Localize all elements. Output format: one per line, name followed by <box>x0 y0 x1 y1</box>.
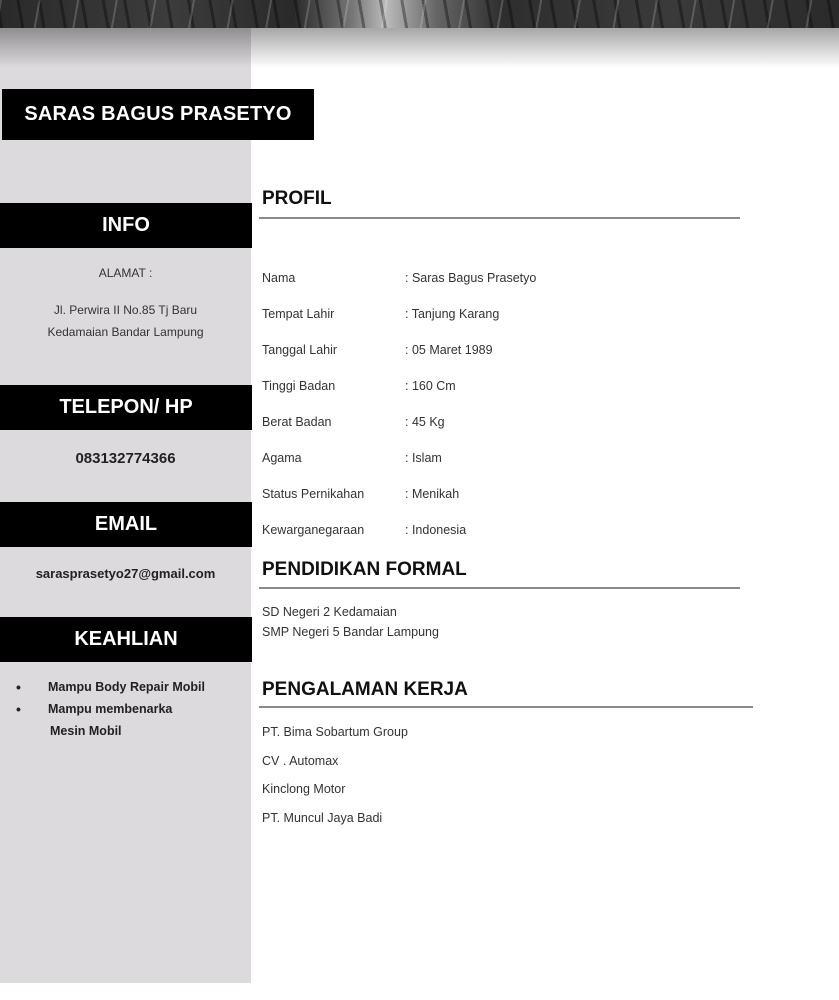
profile-value: : Islam <box>405 451 442 465</box>
phone-number: 083132774366 <box>75 450 176 467</box>
profile-label: Agama <box>262 451 302 465</box>
email-heading <box>0 502 252 547</box>
profile-row-birthdate <box>262 343 493 357</box>
education-item: SMP Negeri 5 Bandar Lampung <box>262 625 439 639</box>
profile-label: Tanggal Lahir <box>262 343 338 357</box>
info-heading <box>0 203 252 248</box>
address-line-1: Jl. Perwira II No.85 Tj Baru <box>53 303 198 317</box>
profile-label: Berat Badan <box>262 415 332 429</box>
address-line-2: Kedamaian Bandar Lampung <box>47 325 204 339</box>
skill-text: Mampu membenarka <box>48 702 173 716</box>
skill-text-continued: Mesin Mobil <box>50 724 122 738</box>
skills-list <box>16 676 246 742</box>
profile-label: Status Pernikahan <box>262 487 365 501</box>
email-address: sarasprasetyo27@gmail.com <box>35 566 216 581</box>
profile-value: : Indonesia <box>405 523 467 537</box>
profile-row-name <box>262 271 536 285</box>
profile-label: Nama <box>262 271 296 285</box>
resume-name-banner <box>2 89 314 140</box>
info-heading-text: INFO <box>102 214 150 236</box>
experience-item: PT. Muncul Jaya Badi <box>262 811 383 825</box>
phone-heading <box>0 385 252 430</box>
profile-row-height <box>262 379 456 393</box>
profile-row-nationality <box>262 523 466 537</box>
profile-heading: PROFIL <box>262 188 332 209</box>
experience-divider <box>259 706 753 708</box>
bullet-icon: • <box>16 701 21 717</box>
skills-heading <box>0 617 252 662</box>
profile-row-religion <box>262 451 442 465</box>
profile-label: Tinggi Badan <box>262 379 336 393</box>
address-label: ALAMAT : <box>98 266 153 280</box>
experience-heading: PENGALAMAN KERJA <box>262 679 468 700</box>
header-photo-banner <box>0 0 839 28</box>
skills-heading-text: KEAHLIAN <box>74 628 178 650</box>
profile-label: Tempat Lahir <box>262 307 335 321</box>
profile-value: : 05 Maret 1989 <box>405 343 493 357</box>
bullet-icon: • <box>16 679 21 695</box>
profile-row-weight <box>262 415 445 429</box>
phone-heading-text: TELEPON/ HP <box>59 396 193 418</box>
profile-row-marital-status <box>262 487 459 501</box>
profile-divider <box>259 217 740 219</box>
resume-name: SARAS BAGUS PRASETYO <box>24 103 292 125</box>
education-item: SD Negeri 2 Kedamaian <box>262 605 397 619</box>
email-heading-text: EMAIL <box>94 513 158 535</box>
education-divider <box>259 587 740 589</box>
profile-label: Kewarganegaraan <box>262 523 365 537</box>
profile-value: : Saras Bagus Prasetyo <box>405 271 537 285</box>
profile-value: : Tanjung Karang <box>405 307 500 321</box>
skill-text: Mampu Body Repair Mobil <box>48 680 205 694</box>
profile-row-birthplace <box>262 307 499 321</box>
profile-value: : 45 Kg <box>405 415 445 429</box>
experience-item: PT. Bima Sobartum Group <box>262 725 408 739</box>
skill-item <box>16 698 246 720</box>
experience-item: CV . Automax <box>262 754 339 768</box>
profile-value: : Menikah <box>405 487 460 501</box>
skill-item-continuation <box>16 720 246 742</box>
education-heading: PENDIDIKAN FORMAL <box>262 559 467 580</box>
skill-item <box>16 676 246 698</box>
experience-item: Kinclong Motor <box>262 782 346 796</box>
profile-value: : 160 Cm <box>405 379 456 393</box>
